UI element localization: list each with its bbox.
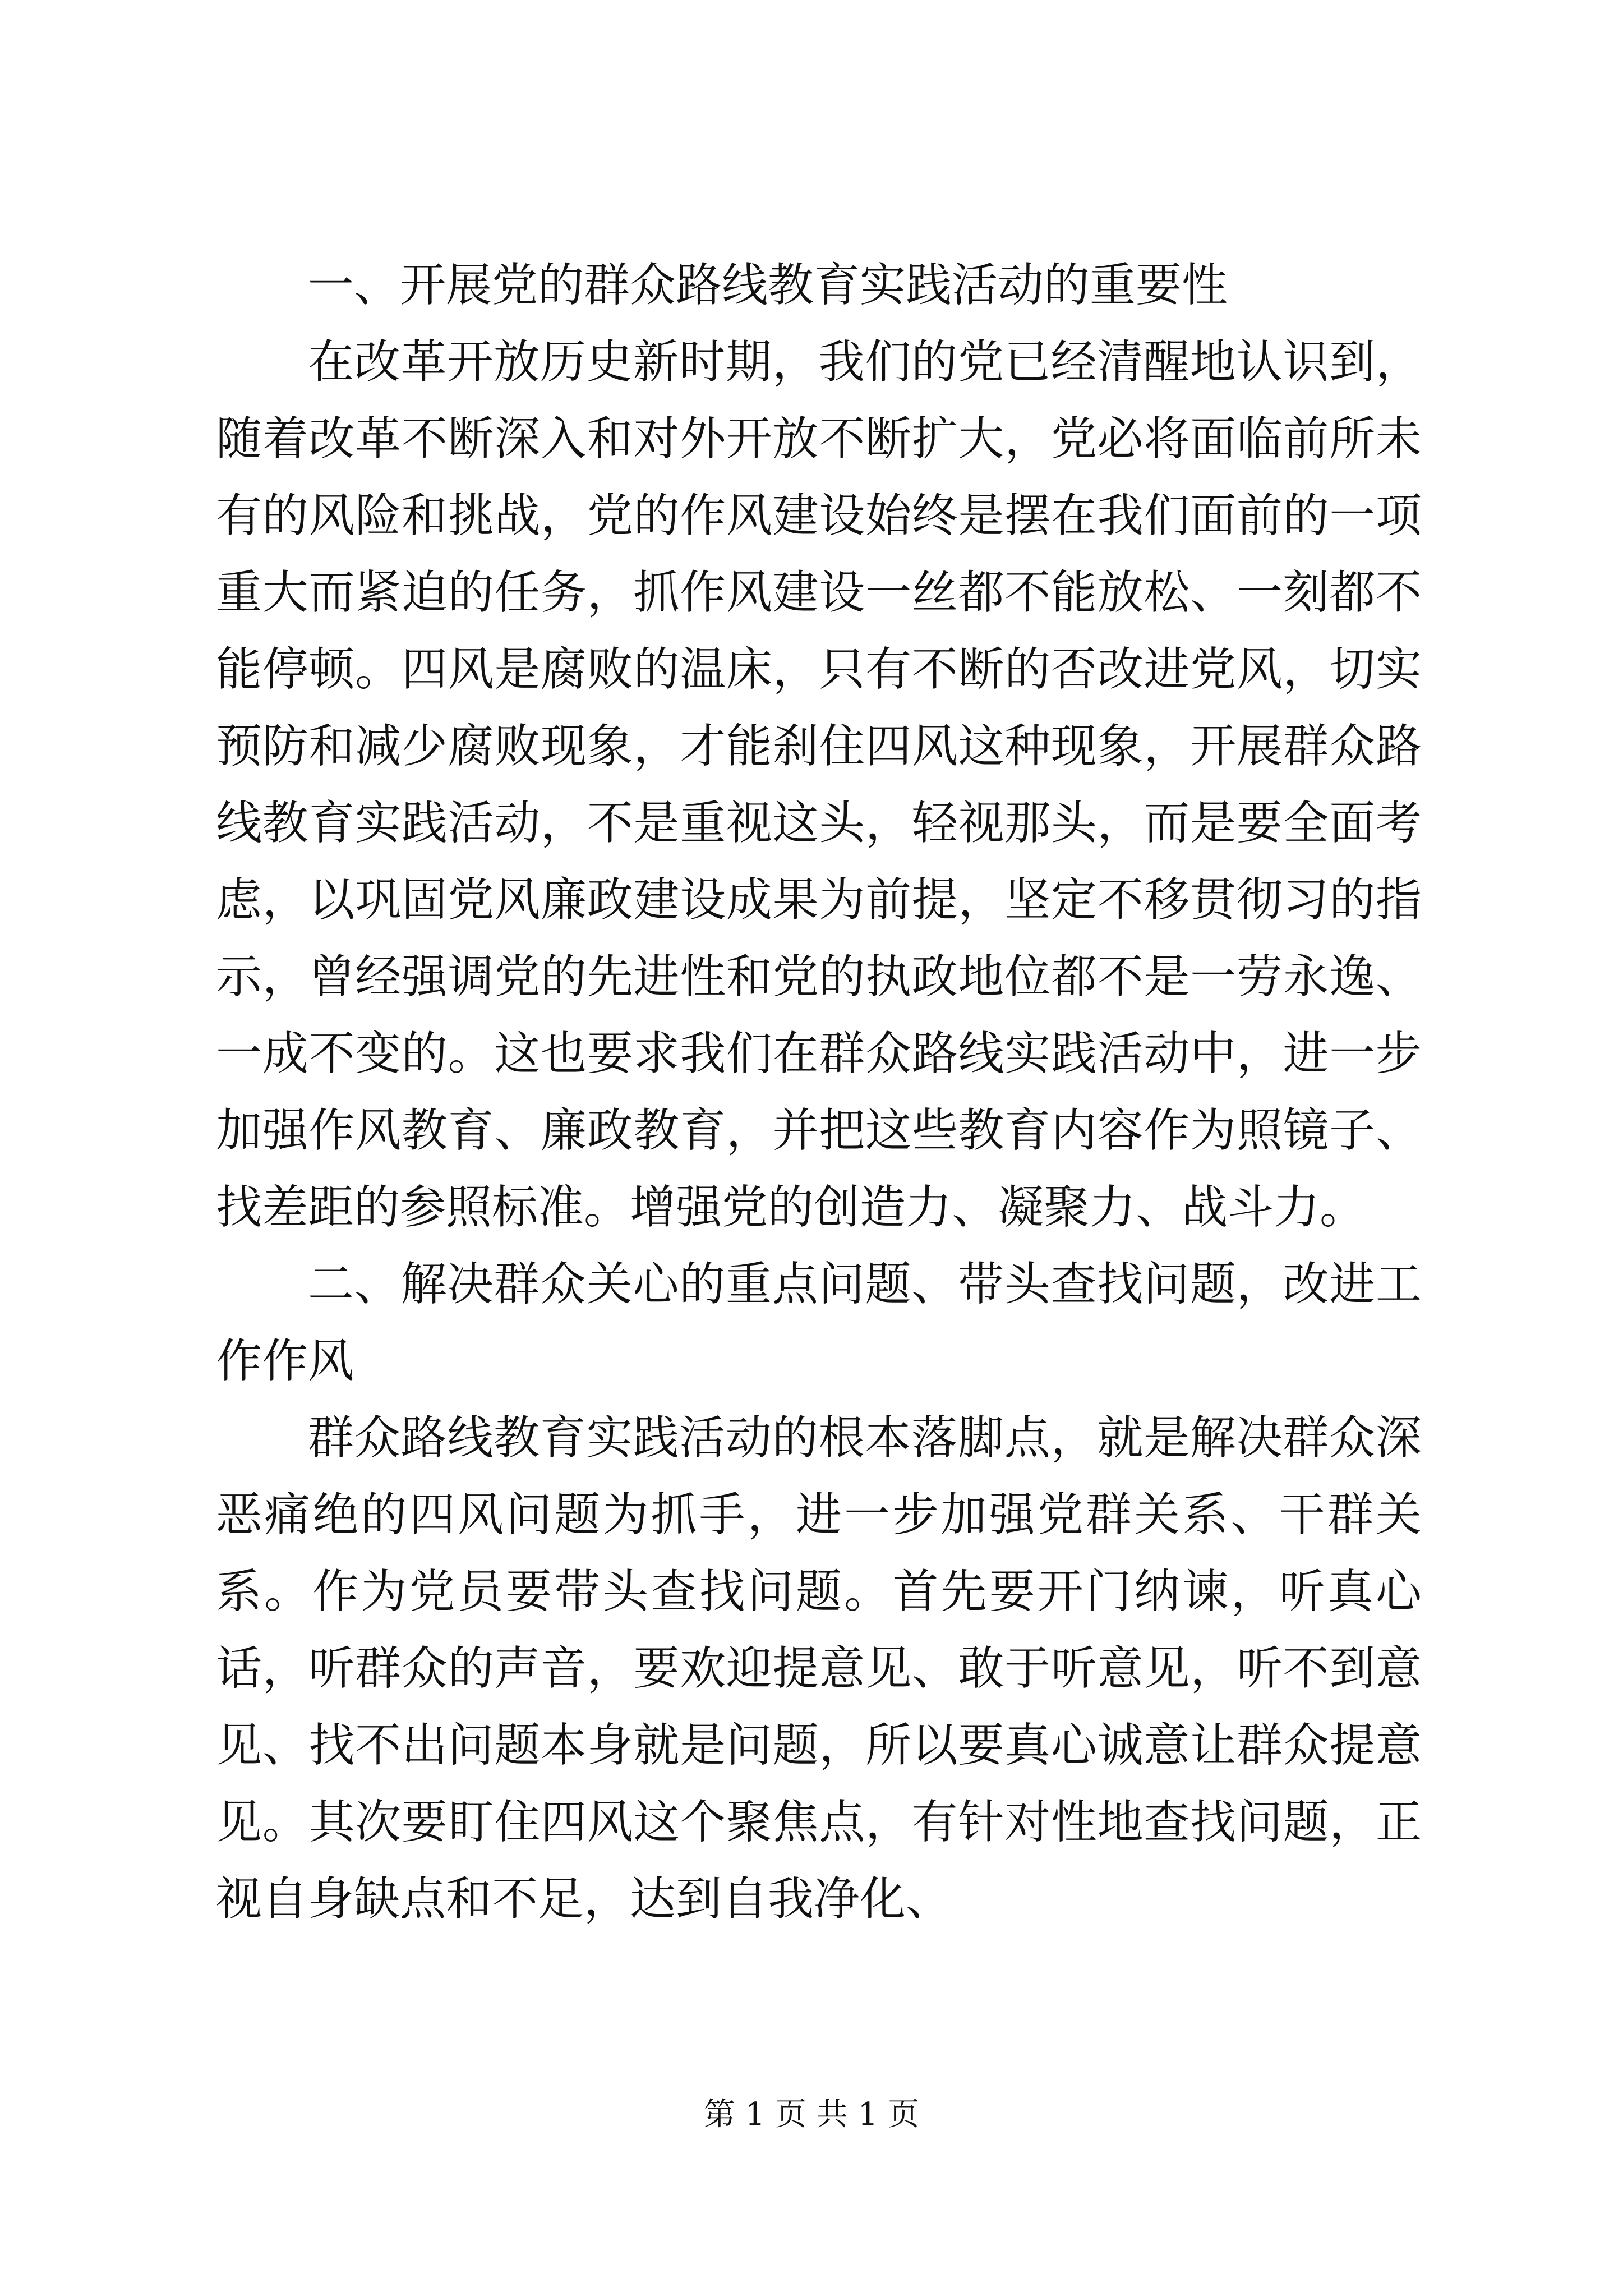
page-footer [0, 2092, 1623, 2137]
page-number: 第 1 页 共 1 页 [703, 2096, 920, 2133]
document-body [216, 247, 1422, 1938]
section-heading-1: 一、开展党的群众路线教育实践活动的重要性 [308, 259, 1228, 312]
paragraph-2: 群众路线教育实践活动的根本落脚点，就是解决群众深恶痛绝的四风问题为抓手，进一步加强党群关系、干群关系。作为党员要带头查找问题。首先要开门纳谏，听真心话，听群众的声音，要欢迎提意见、敢于听意见，听不到意见、找不出问题本身就是问题，所以要真心诚意让群众提意见。其次要盯住四风这个聚焦点，有针对性地查找问题，正视自身缺点和不足，达到自我净化、 [216, 1411, 1422, 1926]
paragraph-1: 在改革开放历史新时期，我们的党已经清醒地认识到，随着改革不断深入和对外开放不断扩大，党必将面临前所未有的风险和挑战，党的作风建设始终是摆在我们面前的一项重大而紧迫的任务，抓作风建设一丝都不能放松、一刻都不能停顿。四风是腐败的温床，只有不断的否改进党风，切实预防和减少腐败现象，才能刹住四风这种现象，开展群众路线教育实践活动，不是重视这头，轻视那头，而是要全面考虑，以巩固党风廉政建设成果为前提，坚定不移贯彻习的指示，曾经强调党的先进性和党的执政地位都不是一劳永逸、一成不变的。这也要求我们在群众路线实践活动中，进一步加强作风教育、廉政教育，并把这些教育内容作为照镜子、找差距的参照标准。增强党的创造力、凝聚力、战斗力。 [216, 335, 1422, 1234]
section-heading-2: 二、解决群众关心的重点问题、带头查找问题，改进工作作风 [216, 1258, 1422, 1388]
